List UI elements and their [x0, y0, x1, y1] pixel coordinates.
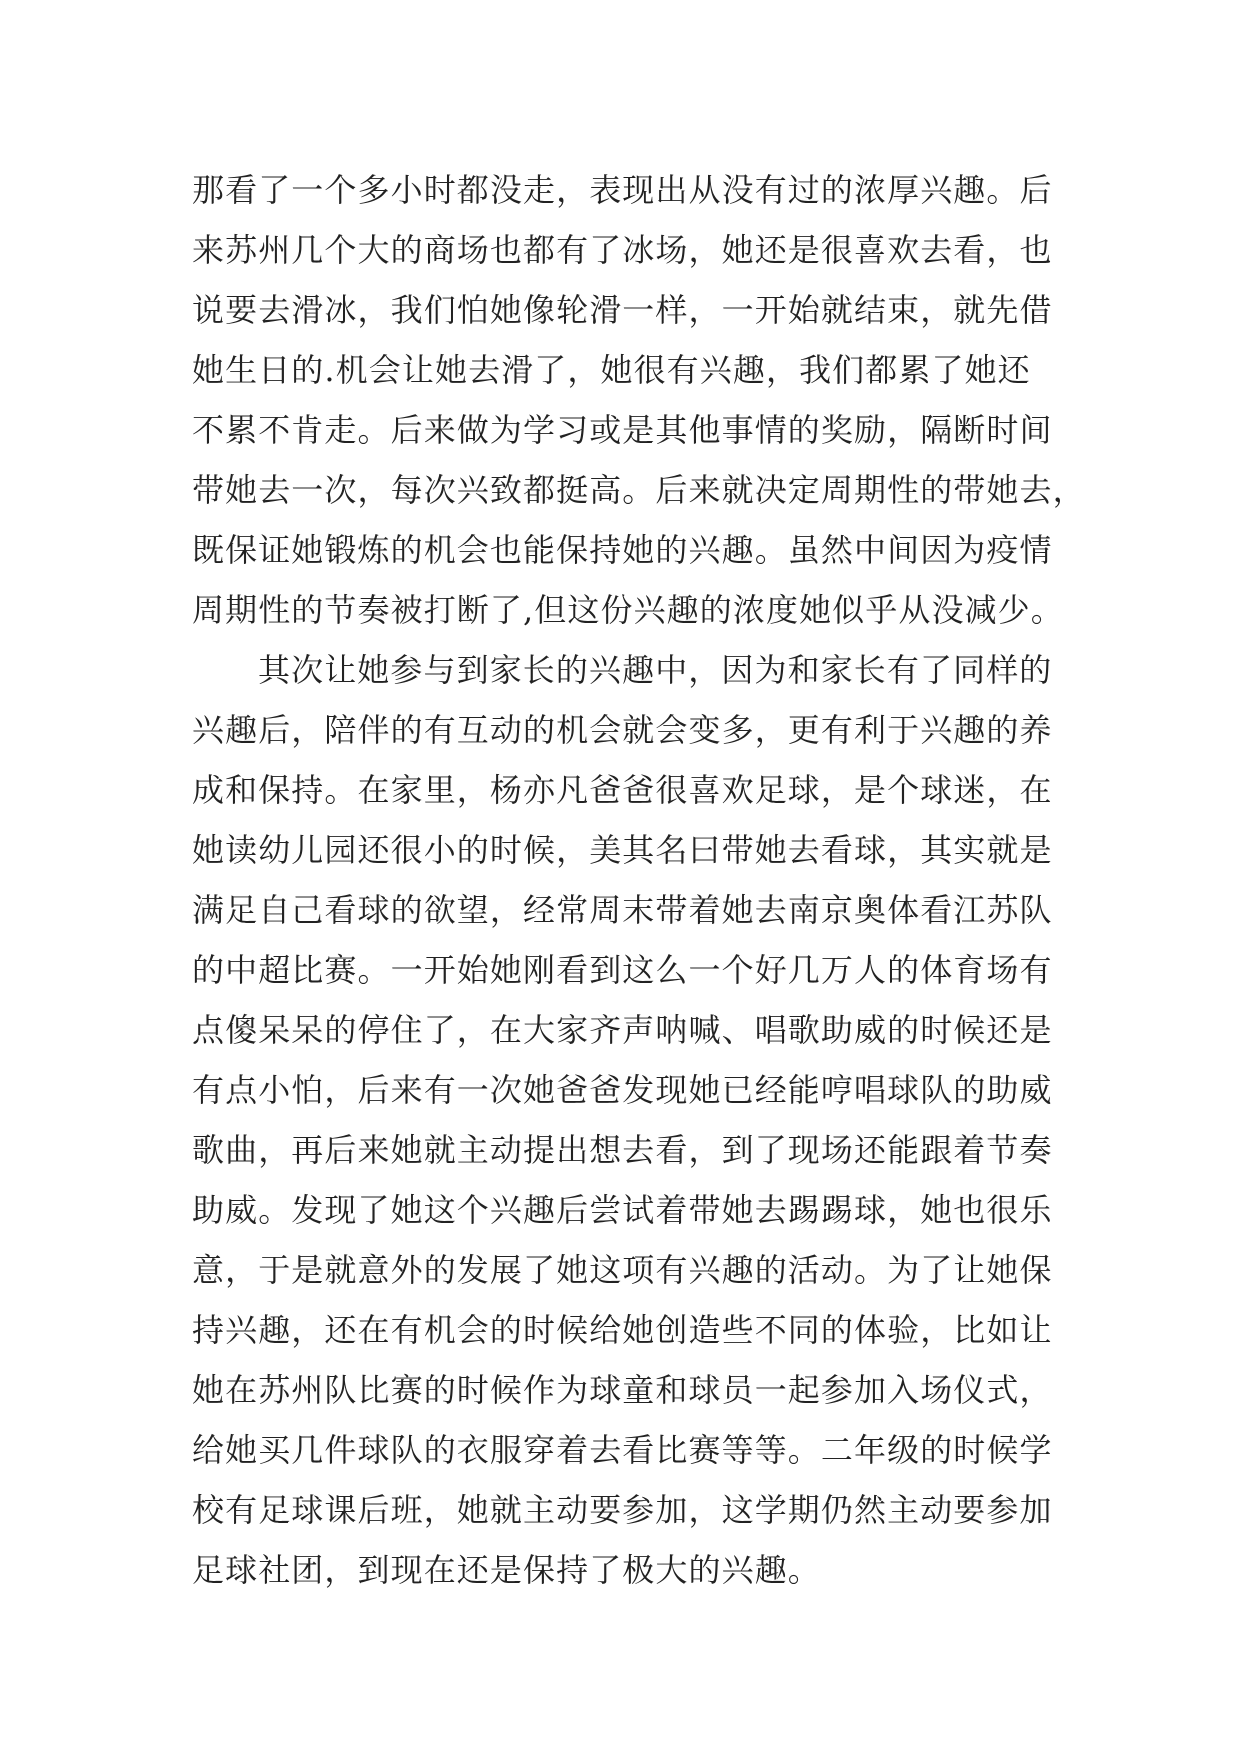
text-line: 持兴趣，还在有机会的时候给她创造些不同的体验，比如让 [192, 1311, 1053, 1349]
text-line: 说要去滑冰，我们怕她像轮滑一样，一开始就结束，就先借 [192, 291, 1053, 329]
text-line: 给她买几件球队的衣服穿着去看比赛等等。二年级的时候学 [192, 1431, 1053, 1469]
text-line: 有点小怕，后来有一次她爸爸发现她已经能哼唱球队的助威 [192, 1071, 1053, 1109]
text-line: 来苏州几个大的商场也都有了冰场，她还是很喜欢去看，也 [192, 231, 1053, 269]
text-line: 她生日的.机会让她去滑了，她很有兴趣，我们都累了她还 [192, 351, 1031, 389]
text-line: 校有足球课后班，她就主动要参加，这学期仍然主动要参加 [192, 1491, 1053, 1529]
text-line: 歌曲，再后来她就主动提出想去看，到了现场还能跟着节奏 [192, 1131, 1053, 1169]
text-line: 她在苏州队比赛的时候作为球童和球员一起参加入场仪式， [192, 1371, 1053, 1409]
body-text [192, 160, 1086, 1600]
text-line: 满足自己看球的欲望，经常周末带着她去南京奥体看江苏队 [192, 891, 1053, 929]
text-line: 不累不肯走。后来做为学习或是其他事情的奖励，隔断时间 [192, 411, 1053, 449]
text-line: 助威。发现了她这个兴趣后尝试着带她去踢踢球，她也很乐 [192, 1191, 1053, 1229]
text-line: 成和保持。在家里，杨亦凡爸爸很喜欢足球，是个球迷，在 [192, 771, 1053, 809]
text-line: 意，于是就意外的发展了她这项有兴趣的活动。为了让她保 [192, 1251, 1053, 1289]
text-line: 带她去一次，每次兴致都挺高。后来就决定周期性的带她去， [192, 471, 1086, 509]
text-line: 兴趣后，陪伴的有互动的机会就会变多，更有利于兴趣的养 [192, 711, 1053, 749]
text-line: 的中超比赛。一开始她刚看到这么一个好几万人的体育场有 [192, 951, 1053, 989]
text-line: 既保证她锻炼的机会也能保持她的兴趣。虽然中间因为疫情 [192, 531, 1053, 569]
text-line: 点傻呆呆的停住了，在大家齐声呐喊、唱歌助威的时候还是 [192, 1011, 1053, 1049]
paragraph-start-line: 其次让她参与到家长的兴趣中，因为和家长有了同样的 [258, 651, 1053, 689]
text-line: 她读幼儿园还很小的时候，美其名曰带她去看球，其实就是 [192, 831, 1053, 869]
text-line: 足球社团，到现在还是保持了极大的兴趣。 [192, 1551, 821, 1589]
text-line: 那看了一个多小时都没走，表现出从没有过的浓厚兴趣。后 [192, 171, 1053, 209]
text-line: 周期性的节奏被打断了,但这份兴趣的浓度她似乎从没减少。 [192, 591, 1064, 629]
